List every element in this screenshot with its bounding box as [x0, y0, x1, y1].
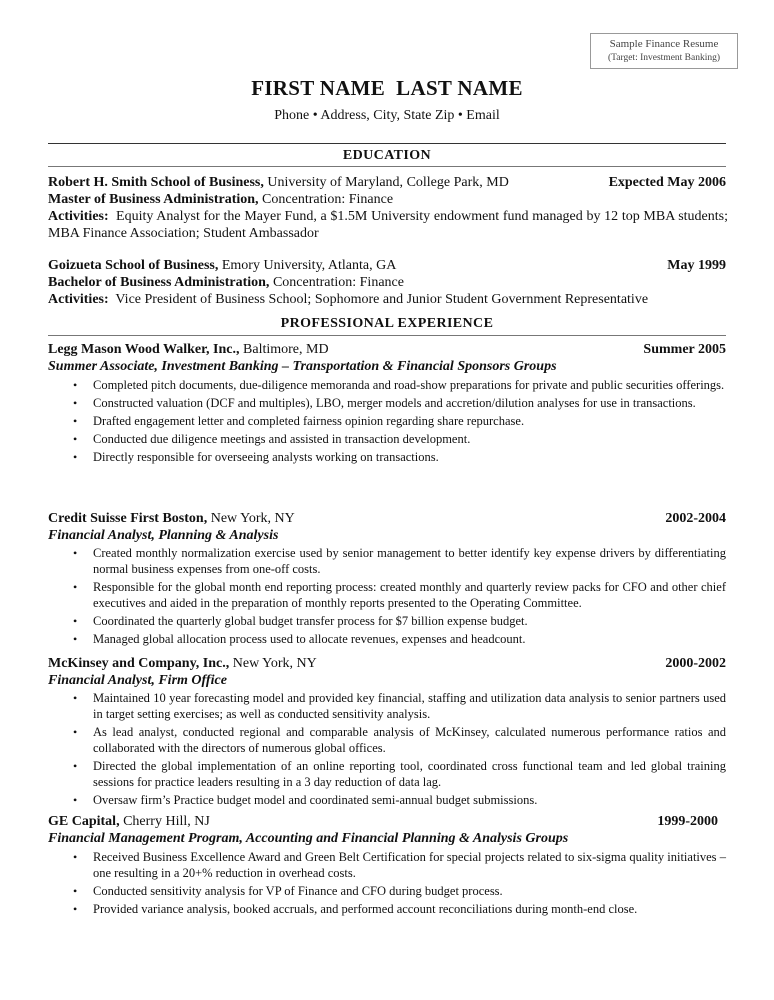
bullet-text: Responsible for the global month end reporting process: created monthly and quarterly review packs for CFO and other chief executives and aided in the preparation of monthly reports presented to the Operating Committee.: [93, 580, 726, 610]
school2-concentration: Concentration: Finance: [269, 275, 404, 290]
job3-date: 2000-2002: [665, 656, 726, 671]
job3-company: McKinsey and Company, Inc.,: [48, 656, 230, 671]
school1-activities: [48, 208, 732, 242]
bullet-icon: •: [73, 614, 78, 628]
list-item: [48, 901, 726, 917]
school2-activities-label: Activities:: [48, 292, 109, 307]
tag-line-2: (Target: Investment Banking): [607, 53, 721, 63]
bullet-icon: •: [73, 850, 78, 864]
school1-place: University of Maryland,: [263, 175, 404, 190]
bullet-icon: •: [73, 884, 78, 898]
school1-city: College Park, MD: [403, 175, 509, 190]
school1-line: [48, 174, 726, 191]
bullet-icon: •: [73, 580, 78, 594]
school2-activities: [48, 291, 726, 308]
list-item: [48, 883, 726, 899]
education-rule: [48, 166, 726, 167]
bullet-text: Directly responsible for overseeing analysts working on transactions.: [93, 450, 439, 464]
job3-location: New York, NY: [229, 656, 317, 671]
bullet-text: Managed global allocation process used to allocate revenues, expenses and headcount.: [93, 632, 526, 646]
job2-role: Financial Analyst, Planning & Analysis: [48, 528, 279, 543]
bullet-text: Completed pitch documents, due-diligence memoranda and road-show preparations for private and public securities offerings.: [93, 378, 725, 392]
bullet-icon: •: [73, 432, 78, 446]
bullet-icon: •: [73, 725, 78, 739]
bullet-icon: •: [73, 414, 78, 428]
list-item: [48, 631, 726, 647]
school2-name: Goizueta School of Business,: [48, 258, 219, 273]
bullet-icon: •: [73, 902, 78, 916]
bullet-icon: •: [73, 450, 78, 464]
school2-line: [48, 257, 726, 274]
job1-line: [48, 341, 726, 358]
list-item: [48, 377, 726, 393]
job2-line: [48, 510, 726, 527]
job3-bullets: [48, 690, 726, 810]
bullet-text: Created monthly normalization exercise used by senior management to better identify key expense drivers by differentiating normal business expenses from one-off costs.: [93, 546, 726, 576]
school2-activities-text: Vice President of Business School; Sophomore and Junior Student Government Representative: [108, 292, 649, 307]
list-item: [48, 431, 726, 447]
school1-name: Robert H. Smith School of Business,: [48, 175, 264, 190]
list-item: [48, 792, 726, 808]
bullet-text: Constructed valuation (DCF and multiples), LBO, merger models and accretion/dilution analyses for use in transactions.: [93, 396, 696, 410]
education-heading: EDUCATION: [342, 148, 432, 163]
job1-date: Summer 2005: [643, 342, 726, 357]
school1-date: Expected May 2006: [608, 175, 726, 190]
list-item: [48, 413, 726, 429]
school1-concentration: Concentration: Finance: [258, 192, 394, 207]
job4-bullets: [48, 849, 726, 919]
bullet-icon: •: [73, 691, 78, 705]
bullet-icon: •: [73, 793, 78, 807]
job1-location: Baltimore, MD: [239, 342, 329, 357]
job2-location: New York, NY: [207, 511, 295, 526]
list-item: [48, 579, 726, 611]
job1-company: Legg Mason Wood Walker, Inc.,: [48, 342, 240, 357]
bullet-text: Oversaw firm’s Practice budget model and coordinated semi-annual budget submissions.: [93, 793, 538, 807]
bullet-text: Conducted sensitivity analysis for VP of Finance and CFO during budget process.: [93, 884, 503, 898]
list-item: [48, 690, 726, 722]
job4-location: Cherry Hill, NJ: [119, 814, 210, 829]
sample-tag-box: [590, 33, 738, 69]
job3-role: Financial Analyst, Firm Office: [48, 673, 227, 688]
bullet-icon: •: [73, 759, 78, 773]
bullet-icon: •: [73, 546, 78, 560]
list-item: [48, 395, 726, 411]
job2-date: 2002-2004: [665, 511, 726, 526]
experience-heading: PROFESSIONAL EXPERIENCE: [280, 316, 494, 331]
school1-activities-label: Activities:: [48, 209, 109, 224]
list-item: [48, 613, 726, 629]
list-item: [48, 724, 726, 756]
header-rule: [48, 143, 726, 144]
bullet-icon: •: [73, 378, 78, 392]
job4-date: 1999-2000: [657, 814, 718, 829]
school2-date: May 1999: [667, 258, 726, 273]
bullet-text: Conducted due diligence meetings and assisted in transaction development.: [93, 432, 471, 446]
school1-degree: Master of Business Administration,: [48, 192, 259, 207]
job4-role: Financial Management Program, Accounting and Financial Planning & Analysis Groups: [48, 831, 569, 846]
school2-degree: Bachelor of Business Administration,: [48, 275, 270, 290]
job1-role: Summer Associate, Investment Banking – Transportation & Financial Sponsors Groups: [48, 359, 557, 374]
bullet-icon: •: [73, 396, 78, 410]
job3-line: [48, 655, 726, 672]
job4-line: [48, 813, 726, 830]
bullet-icon: •: [73, 632, 78, 646]
list-item: [48, 758, 726, 790]
experience-rule: [48, 335, 726, 336]
bullet-text: Coordinated the quarterly global budget transfer process for $7 billion expense budget.: [93, 614, 528, 628]
bullet-text: Received Business Excellence Award and Green Belt Certification for special projects related to six-sigma quality initiatives – one resulting in a 20+% reduction in overhead costs.: [93, 850, 726, 880]
list-item: [48, 849, 726, 881]
bullet-text: Directed the global implementation of an online reporting tool, coordinated cross functional team and led global training sessions for practice leaders resulting in a 3 day reduction of data lag.: [93, 759, 726, 789]
bullet-text: Drafted engagement letter and completed fairness opinion regarding share repurchase.: [93, 414, 525, 428]
resume-name: FIRST NAME LAST NAME: [251, 76, 523, 100]
list-item: [48, 545, 726, 577]
school2-place: Emory University, Atlanta, GA: [218, 258, 397, 273]
school1-activities-text: Equity Analyst for the Mayer Fund, a $1.5M University endowment fund managed by 12 top MBA students; MBA Finance Association; Student Ambassador: [48, 209, 732, 241]
tag-line-1: Sample Finance Resume: [609, 38, 719, 50]
job2-bullets: [48, 545, 726, 649]
list-item: [48, 449, 726, 465]
bullet-text: As lead analyst, conducted regional and comparable analysis of McKinsey, calculated numerous performance ratios and collaborated with the directors of numerous global offices.: [93, 725, 726, 755]
contact-line: Phone • Address, City, State Zip • Email: [274, 108, 500, 123]
job4-company: GE Capital,: [48, 814, 120, 829]
school1-degree-line: [48, 191, 726, 208]
job1-bullets: [48, 377, 726, 467]
school2-degree-line: [48, 274, 726, 291]
bullet-text: Maintained 10 year forecasting model and provided key financial, staffing and utilization data analysis to senior partners used in target setting exercises; as well as conducted sensitivity analysis.: [93, 691, 726, 721]
bullet-text: Provided variance analysis, booked accruals, and performed account reconciliations during month-end close.: [93, 902, 638, 916]
job2-company: Credit Suisse First Boston,: [48, 511, 208, 526]
